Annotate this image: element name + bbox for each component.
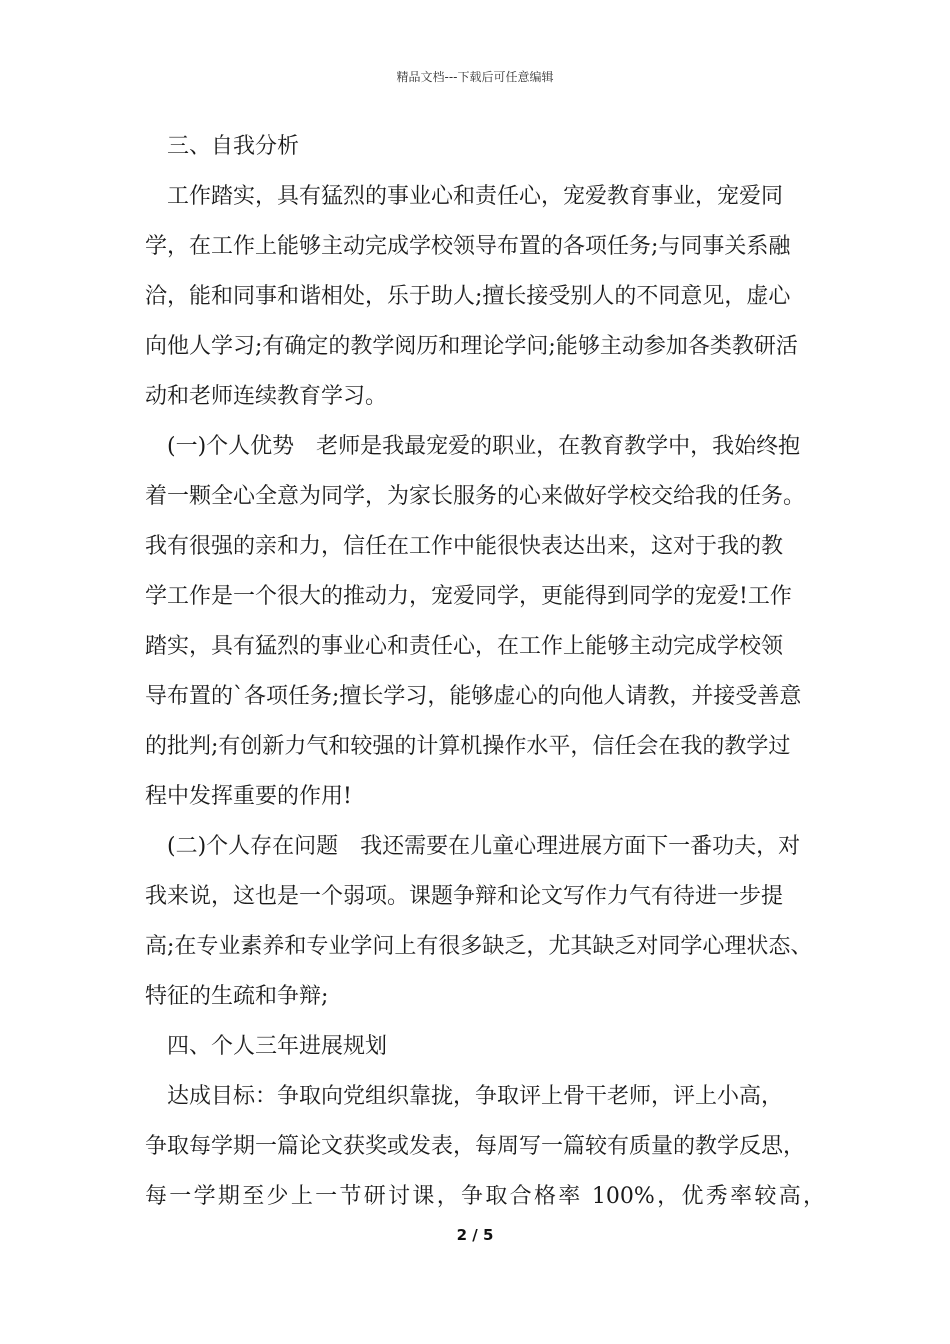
paragraph-line: 动和老师连续教育学习。 xyxy=(145,384,388,409)
section-heading-three-year-plan: 四、个人三年进展规划 xyxy=(167,1034,388,1059)
paragraph-line: 每一学期至少上一节研讨课，争取合格率 100%，优秀率较高， xyxy=(145,1184,825,1209)
paragraph-line: 踏实，具有猛烈的事业心和责任心，在工作上能够主动完成学校领 xyxy=(145,634,784,659)
paragraph-line-strengths: (一)个人优势 老师是我最宠爱的职业，在教育教学中，我始终抱 xyxy=(167,434,801,459)
paragraph-line: 程中发挥重要的作用! xyxy=(145,784,352,809)
paragraph-line: 导布置的`各项任务;擅长学习，能够虚心的向他人请教，并接受善意 xyxy=(145,684,802,709)
document-body xyxy=(145,127,825,1227)
paragraph-line: 学工作是一个很大的推动力，宠爱同学，更能得到同学的宠爱!工作 xyxy=(145,584,792,609)
paragraph-line: 高;在专业素养和专业学问上有很多缺乏，尤其缺乏对同学心理状态、 xyxy=(145,934,813,959)
page-header: 精品文档---下载后可任意编辑 xyxy=(396,70,554,84)
paragraph-line-goals: 达成目标：争取向党组织靠拢，争取评上骨干老师，评上小高， xyxy=(167,1084,784,1109)
section-heading-self-analysis: 三、自我分析 xyxy=(167,134,300,159)
paragraph-line: 着一颗全心全意为同学，为家长服务的心来做好学校交给我的任务。 xyxy=(145,484,806,509)
paragraph-line: 向他人学习;有确定的教学阅历和理论学问;能够主动参加各类教研活 xyxy=(145,334,798,359)
paragraph-line: 工作踏实，具有猛烈的事业心和责任心，宠爱教育事业，宠爱同 xyxy=(167,184,784,209)
page-number: 2 / 5 xyxy=(456,1226,494,1244)
paragraph-line: 我来说，这也是一个弱项。课题争辩和论文写作力气有待进一步提 xyxy=(145,884,784,909)
paragraph-line: 学，在工作上能够主动完成学校领导布置的各项任务;与同事关系融 xyxy=(145,234,791,259)
paragraph-line: 特征的生疏和争辩; xyxy=(145,984,329,1009)
paragraph-line: 我有很强的亲和力，信任在工作中能很快表达出来，这对于我的教 xyxy=(145,534,784,559)
paragraph-line-problems: (二)个人存在问题 我还需要在儿童心理进展方面下一番功夫，对 xyxy=(167,834,801,859)
paragraph-line: 洽，能和同事和谐相处，乐于助人;擅长接受别人的不同意见，虚心 xyxy=(145,284,791,309)
paragraph-line: 争取每学期一篇论文获奖或发表，每周写一篇较有质量的教学反思， xyxy=(145,1134,806,1159)
paragraph-line: 的批判;有创新力气和较强的计算机操作水平，信任会在我的教学过 xyxy=(145,734,791,759)
